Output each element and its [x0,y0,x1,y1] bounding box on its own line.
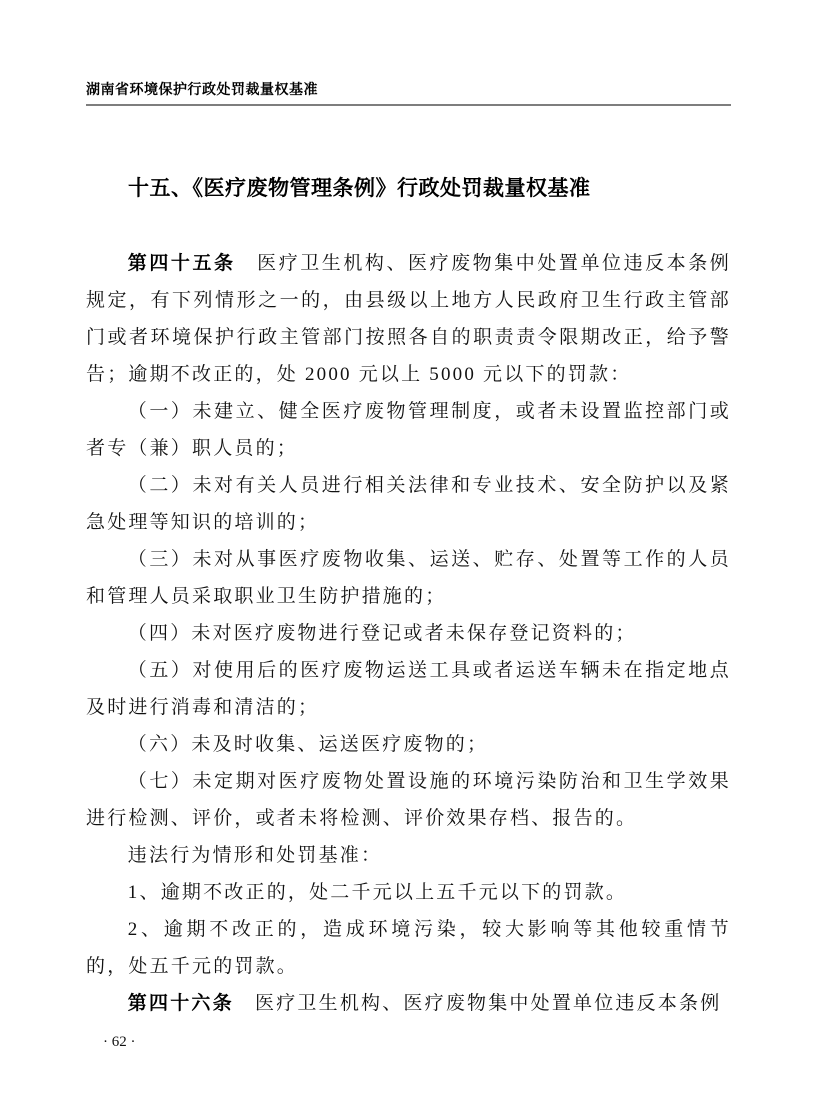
document-body [86,245,731,1022]
paragraph: （三）未对从事医疗废物收集、运送、贮存、处置等工作的人员和管理人员采取职业卫生防护措施的； [86,549,731,607]
article-number: 第四十五条 [127,253,236,274]
paragraph: 第四十五条 医疗卫生机构、医疗废物集中处置单位违反本条例规定，有下列情形之一的，由县级以上地方人民政府卫生行政主管部门或者环境保护行政主管部门按照各自的职责责令限期改正，给予警告；逾期不改正的，处 2000 元以上 5000 元以下的罚款： [86,253,731,385]
paragraph: （六）未及时收集、运送医疗废物的； [127,734,489,755]
article-number: 第四十六条 [127,993,234,1014]
running-header-title: 湖南省环境保护行政处罚裁量权基准 [86,81,318,97]
page-footer [86,1033,731,1051]
paragraph: （七）未定期对医疗废物处置设施的环境污染防治和卫生学效果进行检测、评价，或者未将检测、评价效果存档、报告的。 [86,771,731,829]
page-number: · 62 · [103,1034,136,1050]
paragraph: （五）对使用后的医疗废物运送工具或者运送车辆未在指定地点及时进行消毒和清洁的； [86,660,731,718]
paragraph: （四）未对医疗废物进行登记或者未保存登记资料的； [127,623,637,644]
paragraph: （一）未建立、健全医疗废物管理制度，或者未设置监控部门或者专（兼）职人员的； [86,401,731,459]
section-title: 十五、《医疗废物管理条例》行政处罚裁量权基准 [128,177,591,200]
paragraph: （二）未对有关人员进行相关法律和专业技术、安全防护以及紧急处理等知识的培训的； [86,475,731,533]
paragraph: 1、逾期不改正的，处二千元以上五千元以下的罚款。 [127,882,628,903]
paragraph: 2、逾期不改正的，造成环境污染，较大影响等其他较重情节的，处五千元的罚款。 [86,919,731,977]
header-rule [86,104,731,106]
paragraph: 第四十六条 医疗卫生机构、医疗废物集中处置单位违反本条例 [127,993,722,1014]
page-header [86,81,731,106]
paragraph: 违法行为情形和处罚基准： [127,845,383,866]
